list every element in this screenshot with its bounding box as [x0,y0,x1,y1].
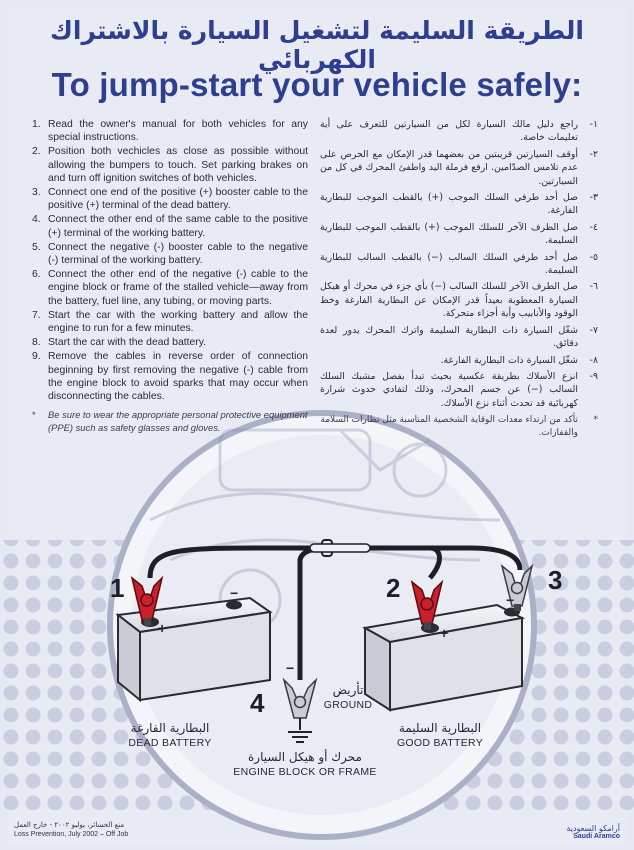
steps-arabic [320,118,598,440]
step-number: ٨- [589,354,598,366]
step-text: Connect the negative (-) booster cable to the negative (-) terminal of the working battery. [48,241,308,267]
step-number: ٢- [589,148,598,160]
step-text: Connect the other end of the negative (-) cable to the engine block or frame of the stalled vehicle—away from the battery, fuel line, any tubing, or moving parts. [48,269,308,307]
step-en-6 [32,268,308,308]
step-number: 4. [32,214,41,226]
dead-battery-label-en: DEAD BATTERY [128,737,212,749]
step-text: Start the car with the dead battery. [48,337,207,349]
step-en-3 [32,186,308,212]
engine-block-label-ar: محرك أو هيكل السيارة [248,750,362,764]
logo-english: Saudi Aramco [573,833,620,840]
step-ar-8 [320,354,598,367]
label-number-3: 3 [548,565,563,595]
step-en-2 [32,145,308,185]
step-text: Connect one end of the positive (+) booster cable to the positive (+) terminal of the dead battery. [48,187,308,212]
step-ar-9 [320,370,598,410]
step-text: شغّل السيارة ذات البطارية الفارغة. [440,354,578,366]
note-text: تأكد من ارتداء معدات الوقاية الشخصية المناسبة مثل نظارات السلامة والقفازات. [320,415,578,438]
note-asterisk: * [32,409,36,421]
good-minus-sign: − [506,592,515,608]
step-number: 8. [32,337,41,349]
label-number-4: 4 [250,688,265,718]
dead-plus-sign: + [158,620,167,636]
step-text: Read the owner's manual for both vehicles for any special instructions. [48,119,308,144]
step-number: ١- [589,119,598,130]
ground-minus-sign: − [286,660,295,676]
step-text: صل أحد طرفي السلك السالب (−) بالقطب السالب للبطارية السليمة. [320,251,578,277]
step-number: 9. [32,351,41,363]
dead-minus-sign: − [230,585,239,601]
ppe-note-english [32,409,308,434]
step-text: صل أحد طرفي السلك الموجب (+) بالقطب الموجب للبطارية الفارغة. [320,192,578,217]
step-ar-2 [320,148,598,188]
step-text: انزع الأسلاك بطريقة عكسية بحيث تبدأ بفصل مشبك السلك السالب (−) عن جسم المحرك، وذلك لتفادي حدوث شرارة كهربائية قد تحدث أثناء نزع الأسلاك. [320,370,578,409]
steps-english [32,118,308,434]
ground-label-en: GROUND [323,699,373,711]
title-english: To jump-start your vehicle safely: [51,66,583,103]
footer-arabic: منع الخسائر، يوليو ٢٠٠٢ - خارج العمل [14,821,125,829]
step-text: صل الطرف الآخر للسلك الموجب (+) بالقطب الموجب للبطارية السليمة. [320,221,578,247]
step-text: راجع دليل مالك السيارة لكل من السيارتين للتعرف على أية تعليمات خاصة. [320,119,578,144]
footer [14,820,128,840]
step-text: Position both vechicles as close as possible without allowing the bumpers to touch. Set parking brakes on and turn off ignition switches of both vehicles. [48,146,308,184]
step-ar-5 [320,251,598,278]
title-arabic: الطريقة السليمة لتشغيل السيارة بالاشتراك الكهربائي [50,16,584,74]
step-ar-6 [320,280,598,320]
step-number: ٧- [589,324,598,336]
step-en-4 [32,213,308,239]
step-ar-3 [320,191,598,218]
step-number: 5. [32,241,41,253]
step-ar-4 [320,221,598,248]
step-text: Remove the cables in reverse order of connection beginning by first removing the negative (-) cable from the engine block to avoid sparks that may occur when disconnecting the cables. [48,351,308,403]
step-number: 1. [32,119,41,130]
saudi-aramco-logo [566,824,620,840]
good-battery-label-en: GOOD BATTERY [396,737,484,749]
step-number: 7. [32,309,41,321]
step-number: ٣- [589,192,598,204]
step-number: ٤- [589,221,598,233]
step-en-1 [32,118,308,144]
step-number: 6. [32,269,41,281]
step-text: Connect the other end of the same cable to the positive (+) terminal of the working battery. [48,214,308,239]
logo-arabic: أرامكو السعودية [566,824,620,833]
step-number: 2. [32,146,41,158]
step-en-8 [32,336,308,349]
ppe-note-arabic [320,414,598,440]
footer-english: Loss Prevention, July 2002 – Off Job [14,831,129,838]
step-number: ٩- [589,370,598,382]
step-en-7 [32,309,308,335]
step-text: Start the car with the working battery and allow the engine to run for a few minutes. [48,309,308,335]
step-ar-7 [320,324,598,351]
step-en-5 [32,241,308,267]
step-number: ٦- [589,281,598,293]
ground-label-ar: تأريض [332,683,364,697]
step-number: 3. [32,187,41,199]
step-number: ٥- [589,251,598,263]
label-number-2: 2 [386,573,401,603]
step-text: صل الطرف الآخر للسلك السالب (−) بأي جزء في محرك أو هيكل السيارة المعطوبة بعيداً قدر الإمكان عن البطارية الفارغة وخط الوقود والأنابيب وأية أجزاء متحركة. [320,281,578,320]
step-ar-1 [320,118,598,145]
step-en-9 [32,350,308,403]
step-text: أوقف السيارتين قريبتين من بعضهما قدر الإمكان مع الحرص على عدم تلامس الصدّامين. ارفع فرملة اليد واطفئ المحرك في كل من السيارتين. [320,148,578,187]
step-text: شغّل السيارة ذات البطارية السليمة واترك المحرك يدور لعدة دقائق. [320,324,578,350]
label-number-1: 1 [110,573,125,603]
dead-battery-label-ar: البطارية الفارغة [130,721,210,735]
note-asterisk: * [593,415,598,426]
engine-block-label-en: ENGINE BLOCK OR FRAME [233,766,377,778]
good-battery-label-ar: البطارية السليمة [398,721,482,735]
good-plus-sign: + [440,625,449,641]
note-text: Be sure to wear the appropriate personal protective equipment (PPE) such as safety glasses and gloves. [48,409,308,433]
